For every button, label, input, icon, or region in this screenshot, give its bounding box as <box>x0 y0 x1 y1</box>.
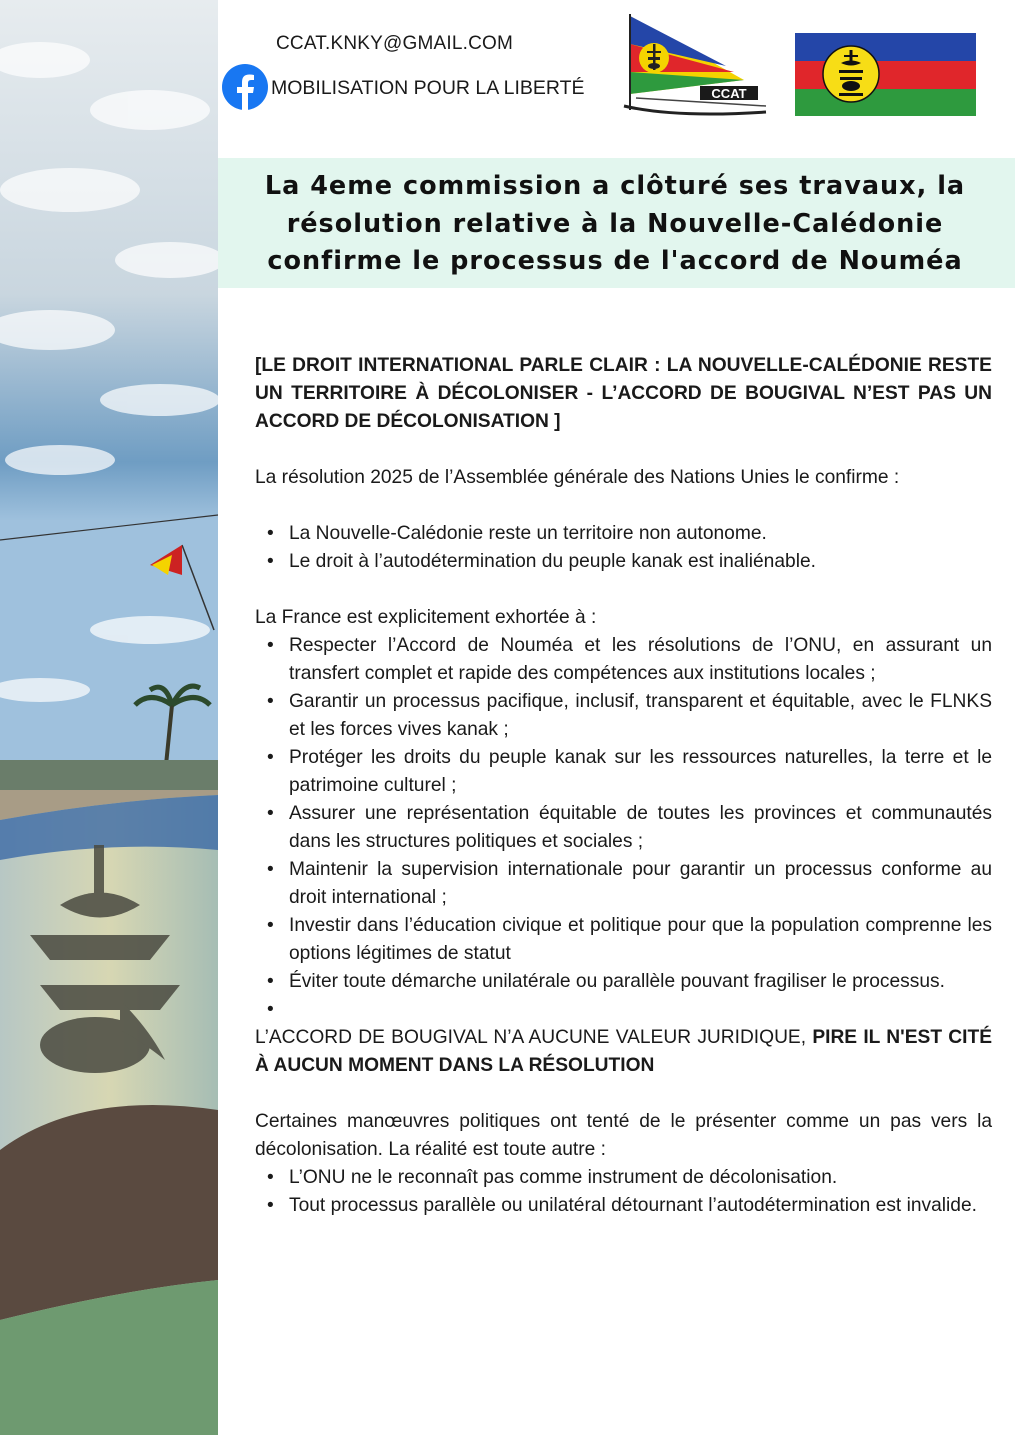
page-title: La 4eme commission a clôturé ses travaux, la résolution relative à la Nouvelle-Calédonie confirme le processus de l'accord de Nouméa <box>264 171 966 276</box>
list-item: • Tout processus parallèle ou unilatéral détournant l’autodétermination est invalide. <box>255 1192 992 1220</box>
list-item: • Garantir un processus pacifique, inclusif, transparent et équitable, avec le FLNKS et les forces vives kanak ; <box>255 688 992 744</box>
ccat-logo <box>616 14 776 122</box>
list-item: • Respecter l’Accord de Nouméa et les résolutions de l’ONU, en assurant un transfert complet et rapide des compétences aux institutions locales ; <box>255 632 992 688</box>
confirm-list <box>255 520 992 576</box>
bougival-normal: L’ACCORD DE BOUGIVAL N’A AUCUNE VALEUR JURIDIQUE, <box>255 1027 813 1048</box>
france-list <box>255 632 992 1024</box>
bougival-bold: PIRE IL N'EST CITÉ À AUCUN MOMENT DANS LA RÉSOLUTION <box>255 1027 992 1076</box>
onu-list <box>255 1164 992 1220</box>
side-photo-strip <box>0 0 218 1435</box>
resolution-intro: La résolution 2025 de l’Assemblée générale des Nations Unies le confirme : <box>255 467 900 488</box>
list-item: • Investir dans l’éducation civique et politique pour que la population comprenne les options légitimes de statut <box>255 912 992 968</box>
list-item: • Le droit à l’autodétermination du peuple kanak est inaliénable. <box>255 548 992 576</box>
list-item: • Assurer une représentation équitable de toutes les provinces et communautés dans les structures politiques et sociales ; <box>255 800 992 856</box>
headline: [LE DROIT INTERNATIONAL PARLE CLAIR : LA NOUVELLE-CALÉDONIE RESTE UN TERRITOIRE À DÉCOLONISER - L’ACCORD DE BOUGIVAL N’EST PAS UN ACCORD DE DÉCOLONISATION ] <box>255 355 992 432</box>
kanaky-flag <box>795 33 976 116</box>
list-item: • L’ONU ne le reconnaît pas comme instrument de décolonisation. <box>255 1164 992 1192</box>
france-intro: La France est explicitement exhortée à : <box>255 607 597 628</box>
article-body <box>255 352 992 1220</box>
list-item: • Maintenir la supervision internationale pour garantir un processus conforme au droit international ; <box>255 856 992 912</box>
list-item: • La Nouvelle-Calédonie reste un territoire non autonome. <box>255 520 992 548</box>
facebook-page-name[interactable]: MOBILISATION POUR LA LIBERTÉ <box>271 77 585 99</box>
bougival-statement <box>255 1024 992 1080</box>
list-item: • Éviter toute démarche unilatérale ou parallèle pouvant fragiliser le processus. <box>255 968 992 996</box>
facebook-icon[interactable] <box>222 64 268 110</box>
side-photo <box>0 0 218 1435</box>
empty-list-item <box>255 996 992 1024</box>
manoeuvres-intro: Certaines manœuvres politiques ont tenté de le présenter comme un pas vers la décolonisation. La réalité est toute autre : <box>255 1111 992 1160</box>
logo-text: CCAT <box>711 86 747 101</box>
list-item: • Protéger les droits du peuple kanak sur les ressources naturelles, la terre et le patrimoine culturel ; <box>255 744 992 800</box>
contact-email[interactable]: CCAT.KNKY@GMAIL.COM <box>276 33 514 54</box>
